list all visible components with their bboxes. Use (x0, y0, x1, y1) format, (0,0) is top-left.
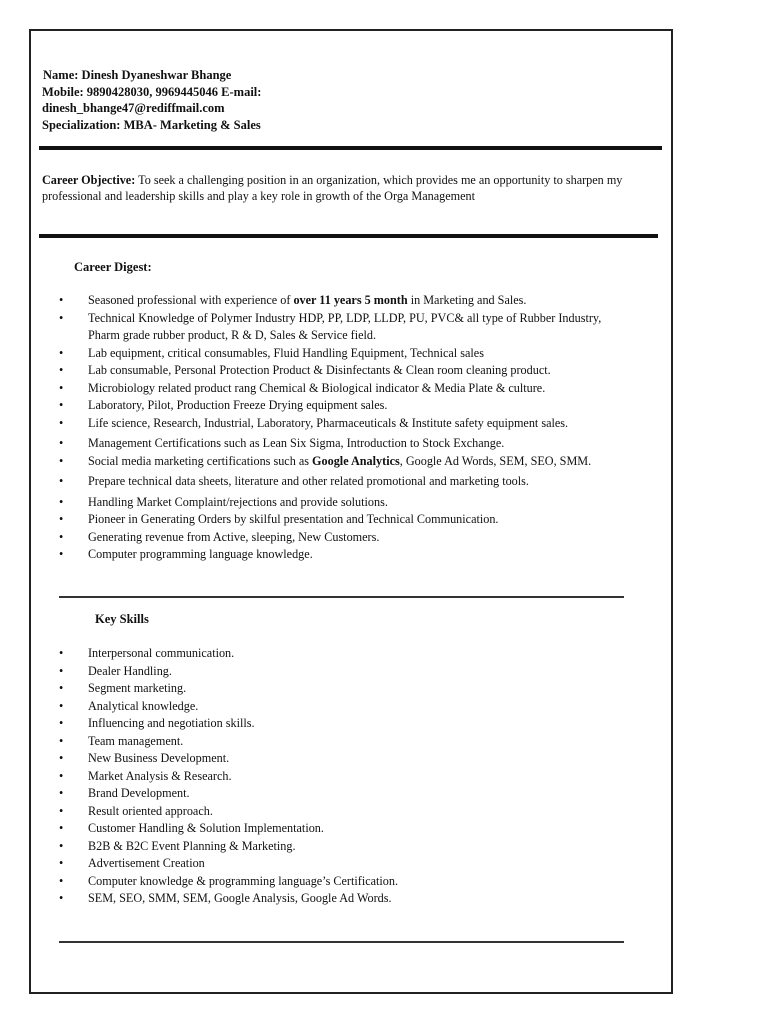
bullet-icon: • (59, 436, 64, 450)
career-objective-label: Career Objective: (42, 173, 136, 187)
list-item: • Dealer Handling. (59, 663, 619, 681)
list-item: • Prepare technical data sheets, literature and other related promotional and marketing tools. (59, 473, 619, 491)
bullet-icon: • (59, 512, 64, 526)
bullet-icon: • (59, 398, 64, 412)
digest-divider (59, 596, 624, 598)
bullet-icon: • (59, 453, 64, 468)
name-line (42, 67, 642, 84)
bullet-icon: • (59, 293, 64, 307)
list-item: • Customer Handling & Solution Implementation. (59, 820, 619, 838)
list-item: • SEM, SEO, SMM, SEM, Google Analysis, Google Ad Words. (59, 890, 619, 908)
list-item: • Result oriented approach. (59, 803, 619, 821)
specialization-line: Specialization: MBA- Marketing & Sales (42, 117, 261, 132)
bullet-icon: • (59, 716, 64, 730)
career-digest-title: Career Digest: (74, 260, 152, 274)
career-objective-text: To seek a challenging position in an organization, which provides me an opportunity to sharpen my professional and leadership skills and play a key role in growth of the Orga Management (42, 173, 623, 203)
list-item: • Management Certifications such as Lean Six Sigma, Introduction to Stock Exchange. (59, 435, 619, 453)
list-item: • New Business Development. (59, 750, 619, 768)
bullet-icon: • (59, 529, 64, 544)
list-item: • Brand Development. (59, 785, 619, 803)
bullet-icon: • (59, 310, 64, 325)
list-item: • Microbiology related product rang Chemical & Biological indicator & Media Plate & culture. (59, 380, 619, 398)
career-objective (42, 172, 657, 204)
bullet-icon: • (59, 474, 64, 488)
bullet-icon: • (59, 646, 64, 660)
bullet-icon: • (59, 768, 64, 783)
list-item: • Team management. (59, 733, 619, 751)
bullet-icon: • (59, 786, 64, 800)
bullet-icon: • (59, 663, 64, 678)
list-item: • Computer knowledge & programming language’s Certification. (59, 873, 619, 891)
list-item: • Life science, Research, Industrial, Laboratory, Pharmaceuticals & Institute safety equipment sales. (59, 415, 619, 433)
career-digest-list (59, 292, 619, 564)
list-item: • Social media marketing certifications such as Google Analytics, Google Ad Words, SEM, SEO, SMM. (59, 453, 619, 471)
bullet-icon: • (59, 821, 64, 835)
bullet-icon: • (59, 415, 64, 430)
bullet-icon: • (59, 547, 64, 561)
bullet-icon: • (59, 681, 64, 695)
list-item: • Analytical knowledge. (59, 698, 619, 716)
bullet-icon: • (59, 380, 64, 395)
email-line: dinesh_bhange47@rediffmail.com (42, 101, 225, 115)
bullet-icon: • (59, 856, 64, 870)
bullet-icon: • (59, 363, 64, 377)
list-item: • Influencing and negotiation skills. (59, 715, 619, 733)
key-skills-title: Key Skills (95, 612, 149, 626)
list-item: • Lab consumable, Personal Protection Product & Disinfectants & Clean room cleaning product. (59, 362, 619, 380)
bullet-icon: • (59, 345, 64, 360)
name-value: : Dinesh Dyaneshwar Bhange (74, 68, 232, 82)
bullet-icon: • (59, 803, 64, 818)
key-skills-list (59, 645, 619, 908)
list-item: • Segment marketing. (59, 680, 619, 698)
list-item: • Interpersonal communication. (59, 645, 619, 663)
bullet-icon: • (59, 891, 64, 905)
list-item: • Generating revenue from Active, sleeping, New Customers. (59, 529, 619, 547)
header-divider (39, 146, 662, 150)
list-item: • Laboratory, Pilot, Production Freeze Drying equipment sales. (59, 397, 619, 415)
list-item: • Market Analysis & Research. (59, 768, 619, 786)
list-item: • B2B & B2C Event Planning & Marketing. (59, 838, 619, 856)
list-item: • Seasoned professional with experience of over 11 years 5 month in Marketing and Sales. (59, 292, 619, 310)
bullet-icon: • (59, 751, 64, 765)
list-item: • Advertisement Creation (59, 855, 619, 873)
skills-divider (59, 941, 624, 943)
bullet-icon: • (59, 873, 64, 888)
list-item: • Pioneer in Generating Orders by skilful presentation and Technical Communication. (59, 511, 619, 529)
name-label: Name (43, 68, 75, 82)
resume-page (29, 29, 673, 994)
list-item: • Computer programming language knowledge. (59, 546, 619, 564)
bullet-icon: • (59, 838, 64, 853)
contact-header (42, 67, 642, 133)
bullet-icon: • (59, 733, 64, 748)
mobile-line: Mobile: 9890428030, 9969445046 E-mail: (42, 84, 262, 99)
objective-divider (39, 234, 658, 238)
bullet-icon: • (59, 494, 64, 509)
list-item: • Technical Knowledge of Polymer Industry HDP, PP, LDP, LLDP, PU, PVC& all type of Rubber Industry, Pharm grade rubber product, R & D, Sales & Service field. (59, 310, 602, 342)
bullet-icon: • (59, 698, 64, 713)
list-item: • Handling Market Complaint/rejections and provide solutions. (59, 494, 619, 512)
list-item: • Lab equipment, critical consumables, Fluid Handling Equipment, Technical sales (59, 345, 619, 363)
